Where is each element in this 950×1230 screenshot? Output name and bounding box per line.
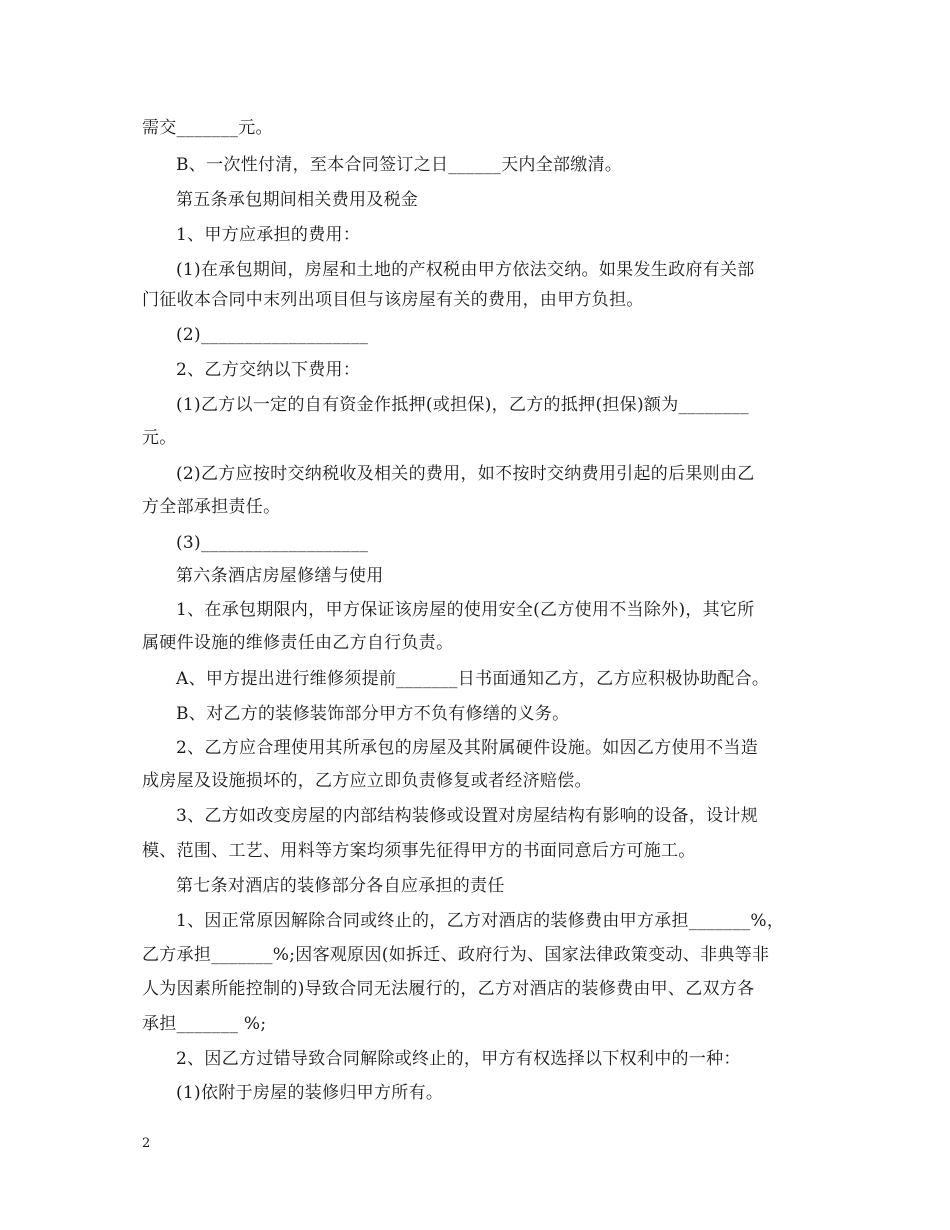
text-line: (1)依附于房屋的装修归甲方所有。: [176, 1083, 444, 1103]
text-line: 1、在承包期限内，甲方保证该房屋的使用安全(乙方使用不当除外)，其它所: [176, 600, 755, 620]
text-line: 模、范围、工艺、用料等方案均须事先征得甲方的书面同意后方可施工。: [142, 841, 696, 861]
section-heading: 第七条对酒店的装修部分各自应承担的责任: [176, 876, 505, 896]
section-heading: 第五条承包期间相关费用及税金: [176, 190, 419, 210]
text-line: 承担_______ %;: [142, 1014, 267, 1034]
text-line: 3、乙方如改变房屋的内部结构装修或设置对房屋结构有影响的设备，设计规: [176, 806, 759, 826]
text-line: (2)___________________: [176, 325, 369, 345]
text-line: 2、乙方交纳以下费用：: [176, 360, 361, 380]
text-line: 需交_______元。: [142, 118, 273, 138]
text-line: 2、因乙方过错导致合同解除或终止的，甲方有权选择以下权利中的一种：: [176, 1049, 741, 1069]
text-line: 1、因正常原因解除合同或终止的，乙方对酒店的装修费由甲方承担_______%，: [176, 911, 785, 931]
text-line: 乙方承担_______%;因客观原因(如拆迁、政府行为、国家法律政策变动、非典等非: [142, 945, 770, 965]
text-line: 元。: [142, 428, 177, 448]
text-line: (1)乙方以一定的自有资金作抵押(或担保)，乙方的抵押(担保)额为________: [176, 395, 749, 415]
text-line: 门征收本合同中末列出项目但与该房屋有关的费用，由甲方负担。: [142, 290, 644, 310]
text-line: B、对乙方的装修装饰部分甲方不负有修缮的义务。: [176, 704, 570, 724]
text-line: 人为因素所能控制的)导致合同无法履行的，乙方对酒店的装修费由甲、乙双方各: [142, 979, 755, 999]
text-line: 成房屋及设施损坏的，乙方应立即负责修复或者经济赔偿。: [142, 771, 592, 791]
text-line: (2)乙方应按时交纳税收及相关的费用，如不按时交纳费用引起的后果则由乙: [176, 464, 755, 484]
text-line: 2、乙方应合理使用其所承包的房屋及其附属硬件设施。如因乙方使用不当造: [176, 738, 759, 758]
text-line: 1、甲方应承担的费用：: [176, 225, 361, 245]
text-line: (1)在承包期间，房屋和土地的产权税由甲方依法交纳。如果发生政府有关部: [176, 260, 755, 280]
page-number: 2: [142, 1136, 151, 1151]
text-line: A、甲方提出进行维修须提前_______日书面通知乙方，乙方应积极协助配合。: [176, 669, 770, 689]
text-line: B、一次性付清，至本合同签订之日______天内全部缴清。: [176, 155, 623, 175]
text-line: (3)___________________: [176, 533, 369, 553]
text-line: 方全部承担责任。: [142, 497, 281, 517]
section-heading: 第六条酒店房屋修缮与使用: [176, 566, 384, 586]
text-line: 属硬件设施的维修责任由乙方自行负责。: [142, 633, 454, 653]
